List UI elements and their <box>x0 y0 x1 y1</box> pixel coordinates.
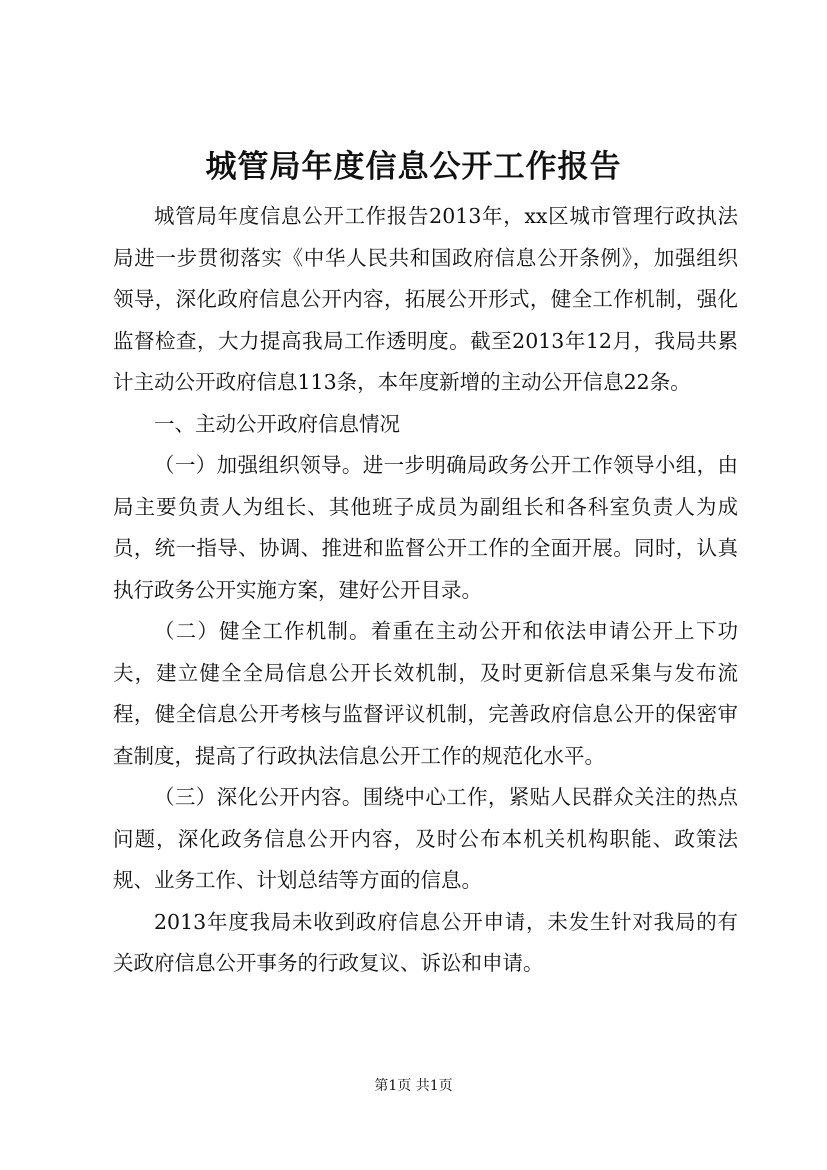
document-body <box>113 196 738 985</box>
paragraph-intro: 城管局年度信息公开工作报告2013年，xx区城市管理行政执法局进一步贯彻落实《中华人民共和国政府信息公开条例》，加强组织领导，深化政府信息公开内容，拓展公开形式，健全工作机制，强化监督检查，大力提高我局工作透明度。截至2013年12月，我局共累计主动公开政府信息113条，本年度新增的主动公开信息22条。 <box>113 204 738 394</box>
paragraph-organization: （一）加强组织领导。进一步明确局政务公开工作领导小组，由局主要负责人为组长、其他班子成员为副组长和各科室负责人为成员，统一指导、协调、推进和监督公开工作的全面开展。同时，认真执行政务公开实施方案，建好公开目录。 <box>113 453 738 602</box>
paragraph-mechanism: （二）健全工作机制。着重在主动公开和依法申请公开上下功夫，建立健全全局信息公开长效机制，及时更新信息采集与发布流程，健全信息公开考核与监督评议机制，完善政府信息公开的保密审查制度，提高了行政执法信息公开工作的规范化水平。 <box>113 619 738 768</box>
section-heading: 一、主动公开政府信息情况 <box>154 411 400 436</box>
paragraph-applications: 2013年度我局未收到政府信息公开申请，未发生针对我局的有关政府信息公开事务的行政复议、诉讼和申请。 <box>113 909 738 975</box>
document-title: 城管局年度信息公开工作报告 <box>205 149 622 185</box>
paragraph-content: （三）深化公开内容。围绕中心工作，紧贴人民群众关注的热点问题，深化政务信息公开内容，及时公布本机关机构职能、政策法规、业务工作、计划总结等方面的信息。 <box>113 785 738 892</box>
page-footer: 第1页 共1页 <box>374 1078 453 1094</box>
